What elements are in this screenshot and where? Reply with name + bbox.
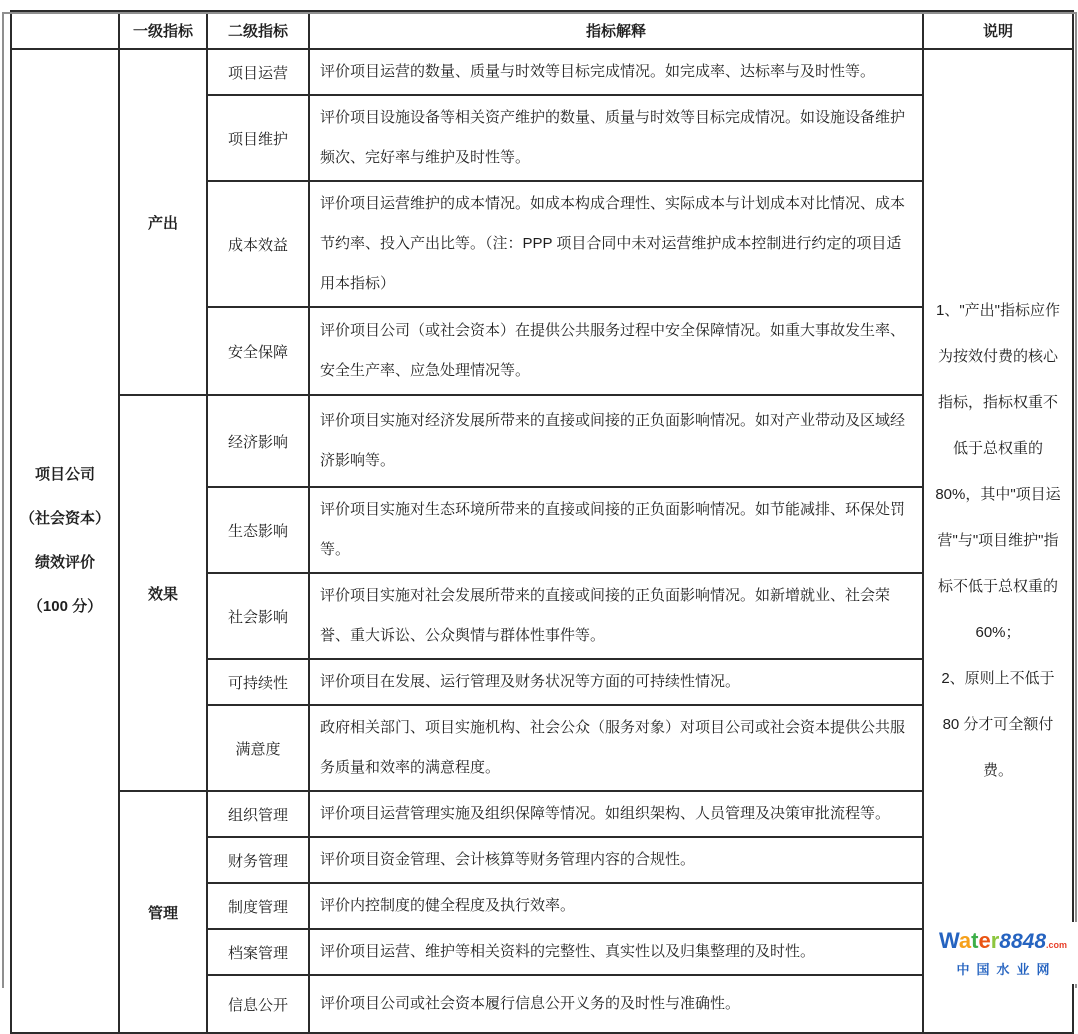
table-row (11, 49, 1073, 95)
header-row (11, 11, 1073, 49)
indicator-cell: 组织管理 (207, 791, 309, 837)
category-cell (11, 49, 119, 1033)
explanation-cell: 评价项目资金管理、会计核算等财务管理内容的合规性。 (309, 837, 923, 883)
indicator-cell: 信息公开 (207, 975, 309, 1033)
explanation-cell: 政府相关部门、项目实施机构、社会公众（服务对象）对项目公司或社会资本提供公共服务质量和效率的满意程度。 (309, 705, 923, 791)
indicator-cell: 档案管理 (207, 929, 309, 975)
indicator-cell: 安全保障 (207, 307, 309, 395)
indicator-cell: 成本效益 (207, 181, 309, 307)
water8848-wordmark (939, 929, 1067, 957)
explanation-cell: 评价项目公司（或社会资本）在提供公共服务过程中安全保障情况。如重大事故发生率、安全生产率、应急处理情况等。 (309, 307, 923, 395)
category-line: 绩效评价 (34, 554, 95, 571)
explanation-cell: 评价项目运营维护的成本情况。如成本构成合理性、实际成本与计划成本对比情况、成本节约率、投入产出比等。（注：PPP 项目合同中未对运营维护成本控制进行约定的项目适用本指标） (309, 181, 923, 307)
header-level2-indicator: 二级指标 (207, 11, 309, 49)
notes-cell (923, 49, 1073, 1033)
logo-letter: t (971, 927, 979, 953)
explanation-cell: 评价项目运营管理实施及组织保障等情况。如组织架构、人员管理及决策审批流程等。 (309, 791, 923, 837)
indicator-cell: 项目维护 (207, 95, 309, 181)
indicator-cell: 经济影响 (207, 395, 309, 487)
explanation-cell: 评价项目实施对社会发展所带来的直接或间接的正负面影响情况。如新增就业、社会荣誉、重大诉讼、公众舆情与群体性事件等。 (309, 573, 923, 659)
group-effect-cell: 效果 (119, 395, 207, 791)
indicator-cell: 社会影响 (207, 573, 309, 659)
indicator-cell: 项目运营 (207, 49, 309, 95)
header-indicator-explanation: 指标解释 (309, 11, 923, 49)
category-line: （100 分） (27, 598, 103, 615)
header-level1-indicator: 一级指标 (119, 11, 207, 49)
indicator-cell: 财务管理 (207, 837, 309, 883)
notes-item-1: 1、"产出"指标应作为按效付费的核心指标，指标权重不低于总权重的 80%，其中"项目运营"与"项目维护"指标不低于总权重的 60%； (935, 302, 1061, 641)
explanation-cell: 评价内控制度的健全程度及执行效率。 (309, 883, 923, 929)
group-output-cell: 产出 (119, 49, 207, 395)
group-management-cell: 管理 (119, 791, 207, 1033)
indicator-cell: 生态影响 (207, 487, 309, 573)
indicator-cell: 满意度 (207, 705, 309, 791)
logo-number: 8848 (999, 929, 1047, 953)
logo-subtitle: 中国水业网 (956, 961, 1057, 977)
explanation-cell: 评价项目在发展、运行管理及财务状况等方面的可持续性情况。 (309, 659, 923, 705)
logo-letter: e (978, 927, 991, 953)
performance-indicator-table (10, 10, 1074, 1034)
category-line: 项目公司 (34, 466, 95, 483)
indicator-cell: 制度管理 (207, 883, 309, 929)
category-line: （社会资本） (19, 510, 110, 527)
table-row (11, 395, 1073, 487)
water8848-logo (928, 922, 1078, 984)
explanation-cell: 评价项目实施对生态环境所带来的直接或间接的正负面影响情况。如节能减排、环保处罚等。 (309, 487, 923, 573)
logo-letter: W (938, 927, 959, 953)
indicator-cell: 可持续性 (207, 659, 309, 705)
explanation-cell: 评价项目公司或社会资本履行信息公开义务的及时性与准确性。 (309, 975, 923, 1033)
explanation-cell: 评价项目设施设备等相关资产维护的数量、质量与时效等目标完成情况。如设施设备维护频次、完好率与维护及时性等。 (309, 95, 923, 181)
logo-letter: a (958, 927, 972, 953)
table-row (11, 791, 1073, 837)
explanation-cell: 评价项目运营的数量、质量与时效等目标完成情况。如完成率、达标率与及时性等。 (309, 49, 923, 95)
explanation-cell: 评价项目运营、维护等相关资料的完整性、真实性以及归集整理的及时性。 (309, 929, 923, 975)
notes-item-2: 2、原则上不低于 80 分才可全额付费。 (941, 670, 1055, 779)
explanation-cell: 评价项目实施对经济发展所带来的直接或间接的正负面影响情况。如对产业带动及区域经济影响等。 (309, 395, 923, 487)
header-notes: 说明 (923, 11, 1073, 49)
header-corner-cell (11, 11, 119, 49)
logo-dotcom: .com (1046, 939, 1068, 950)
logo-letter: r (990, 927, 1000, 953)
